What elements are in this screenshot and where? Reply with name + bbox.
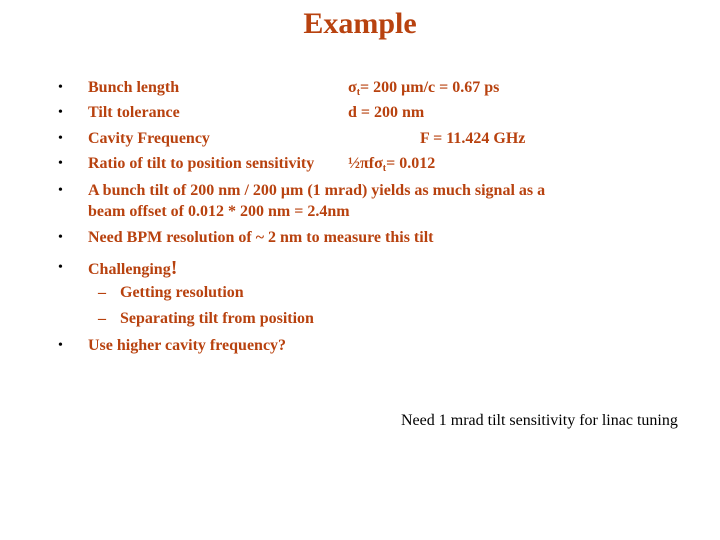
cavity-frequency-value: F = 11.424 GHz bbox=[420, 130, 526, 147]
bullet-marker: • bbox=[58, 131, 63, 146]
bullet-marker: • bbox=[58, 80, 63, 95]
bullet-marker: • bbox=[58, 338, 63, 353]
ratio-label: Ratio of tilt to position sensitivity bbox=[88, 155, 315, 172]
bunch-length-value: $\sigma_t= 200$ μm/c = 0.67 ps bbox=[348, 79, 500, 98]
challenging-text: Challenging! bbox=[88, 257, 178, 279]
sub-item-separating: Separating tilt from position bbox=[120, 310, 314, 327]
bullet-marker: • bbox=[58, 260, 63, 275]
bunch-tilt-text-line2: beam offset of 0.012 * 200 nm = 2.4nm bbox=[88, 203, 350, 220]
bunch-length-label: Bunch length bbox=[88, 79, 180, 96]
bunch-tilt-text-line1: A bunch tilt of 200 nm / 200 μm (1 mrad) yields as much signal as a bbox=[88, 182, 546, 199]
bullet-marker: • bbox=[58, 230, 63, 245]
side-note: Need 1 mrad tilt sensitivity for linac tuning bbox=[401, 412, 678, 429]
sub-bullet-dash: – bbox=[98, 310, 106, 327]
tilt-tolerance-value: d = 200 nm bbox=[348, 104, 425, 121]
sub-bullet-dash: – bbox=[98, 284, 106, 301]
bullet-marker: • bbox=[58, 156, 63, 171]
slide-title: Example bbox=[303, 7, 417, 40]
ratio-value: ½πfσ$_t$= 0.012 bbox=[348, 155, 436, 174]
tilt-tolerance-label: Tilt tolerance bbox=[88, 104, 180, 121]
bpm-resolution-text: Need BPM resolution of ~ 2 nm to measure this tilt bbox=[88, 229, 434, 246]
bullet-marker: • bbox=[58, 105, 63, 120]
bullet-marker: • bbox=[58, 183, 63, 198]
cavity-frequency-label: Cavity Frequency bbox=[88, 130, 210, 147]
sub-item-resolution: Getting resolution bbox=[120, 284, 244, 301]
higher-frequency-text: Use higher cavity frequency? bbox=[88, 337, 287, 354]
